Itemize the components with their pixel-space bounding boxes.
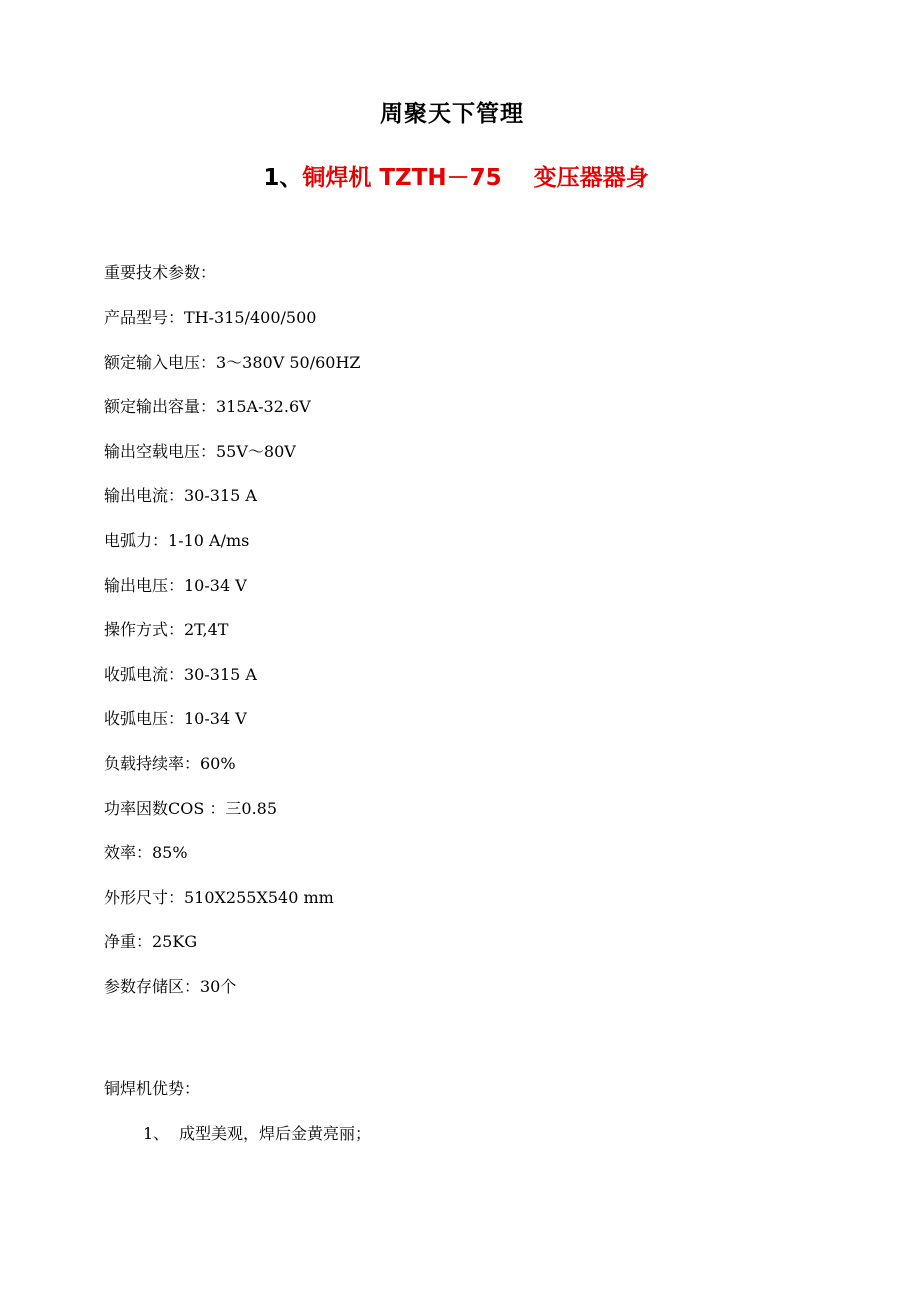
spec-item-duty-cycle: 负载持续率：60% [104, 753, 236, 773]
specs-heading: 重要技术参数： [104, 263, 217, 282]
spec-item-arc-force: 电弧力：1-10 A/ms [104, 530, 250, 550]
advantages-heading: 铜焊机优势： [104, 1079, 201, 1098]
spec-item-dimensions: 外形尺寸：510X255X540 mm [104, 887, 334, 907]
spec-item-operation-mode: 操作方式：2T,4T [104, 620, 229, 640]
spec-item-power-factor: 功率因数COS ：三0.85 [104, 798, 278, 818]
spec-item-rated-output-capacity: 额定输出容量：315A-32.6V [104, 397, 311, 417]
spec-item-parameter-storage: 参数存储区：30个 [104, 976, 237, 996]
document-subtitle [0, 162, 912, 194]
spec-item-efficiency: 效率：85% [104, 843, 188, 863]
spec-item-output-voltage: 输出电压：10-34 V [104, 575, 247, 595]
advantage-item-number: 1、 [143, 1124, 170, 1143]
spec-item-net-weight: 净重：25KG [104, 932, 198, 952]
advantage-item [143, 1122, 371, 1146]
spec-item-model: 产品型号：TH-315/400/500 [104, 308, 317, 327]
spec-list [104, 306, 361, 1020]
subtitle-product-name: 铜焊机 TZTH－75 变压器器身 [302, 165, 649, 191]
subtitle-number: 1、 [263, 165, 303, 191]
advantage-item-text: 成型美观，焊后金黄亮丽； [179, 1124, 372, 1143]
spec-item-no-load-voltage: 输出空载电压：55V～80V [104, 441, 296, 461]
spec-item-output-current: 输出电流：30-315 A [104, 486, 257, 506]
spec-item-crater-voltage: 收弧电压：10-34 V [104, 709, 247, 729]
spec-item-crater-current: 收弧电流：30-315 A [104, 664, 257, 684]
spec-item-rated-input-voltage: 额定输入电压：3～380V 50/60HZ [104, 352, 361, 372]
document-title: 周聚天下管理 [380, 101, 524, 127]
